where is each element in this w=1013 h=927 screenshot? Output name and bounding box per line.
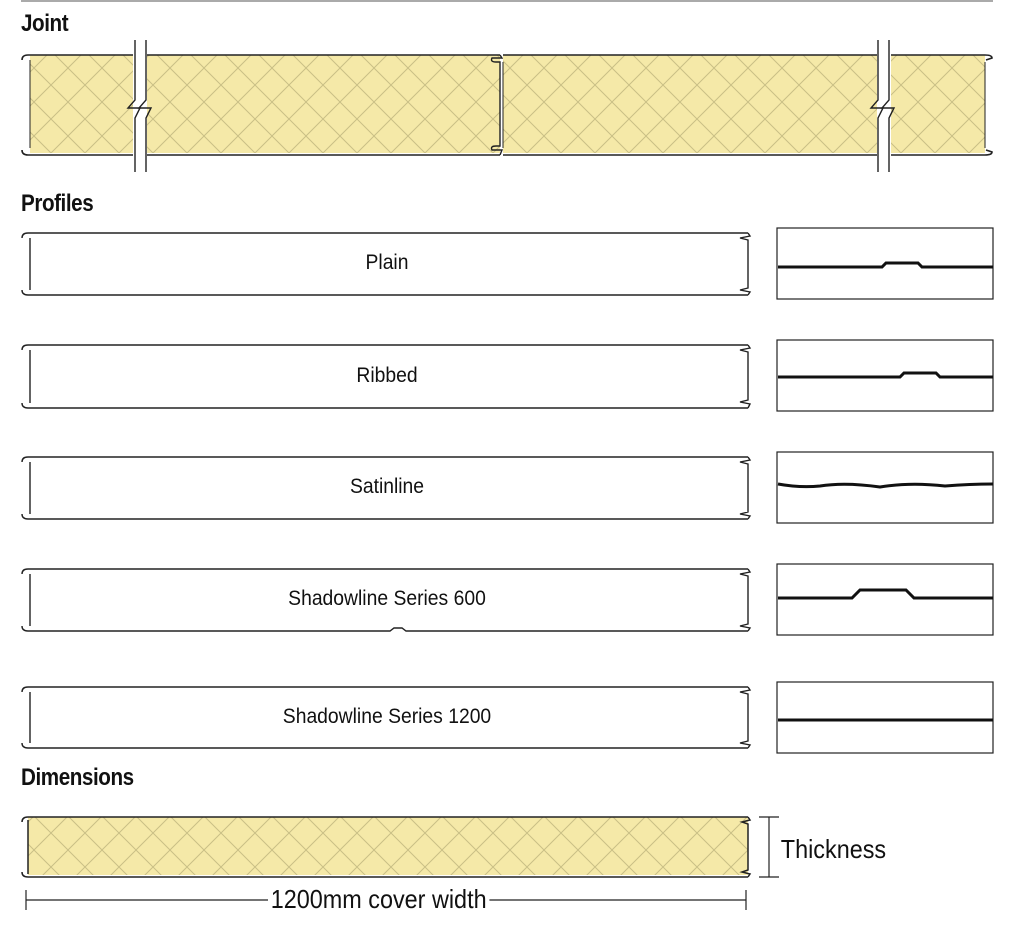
profile-label-ribbed: Ribbed	[356, 364, 418, 387]
dimensions-heading: Dimensions	[21, 764, 134, 791]
profile-label-shadowline-1200: Shadowline Series 1200	[282, 705, 492, 728]
profile-label-shadowline-600: Shadowline Series 600	[288, 587, 486, 610]
cover-width-label: 1200mm cover width	[268, 884, 489, 915]
dimension-panel	[22, 817, 750, 877]
thickness-dimension-line	[759, 817, 779, 877]
profile-label-satinline: Satinline	[349, 475, 425, 498]
joint-heading: Joint	[21, 10, 69, 37]
profiles-heading: Profiles	[21, 190, 94, 217]
thickness-label: Thickness	[780, 834, 887, 864]
profile-label-plain: Plain	[365, 251, 409, 274]
